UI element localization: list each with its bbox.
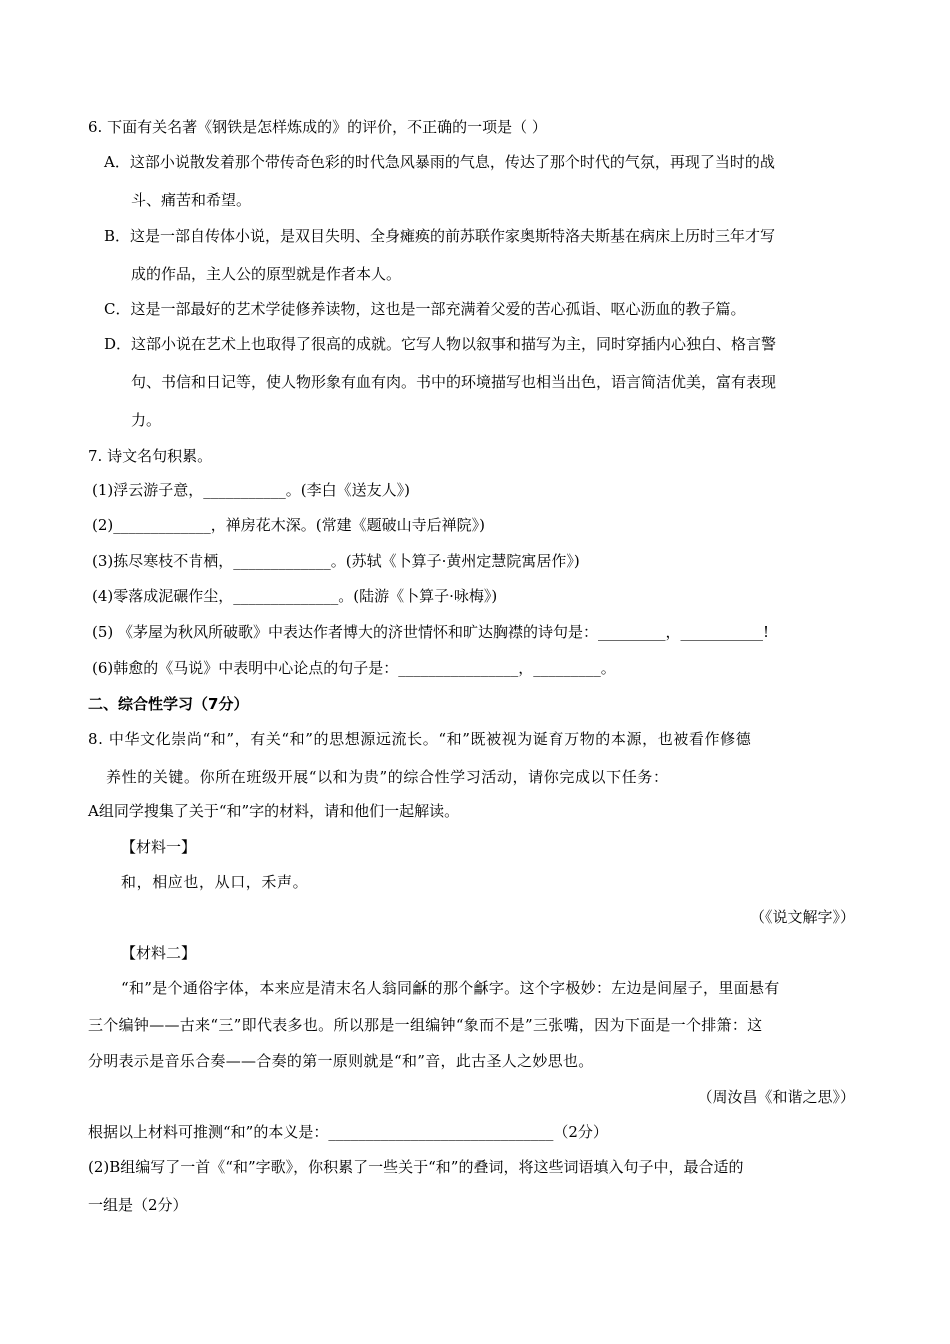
q6-stem: 6. 下面有关名著《钢铁是怎样炼成的》的评价，不正确的一项是（ ）	[88, 118, 547, 136]
q7-item-6: (6)韩愈的《马说》中表明中心论点的句子是：________________，_________。	[92, 659, 616, 677]
q7-item-2: (2)_____________，禅房花木深。(常建《题破山寺后禅院》)	[92, 516, 485, 534]
q7-item-1: (1)浮云游子意，___________。(李白《送友人》)	[92, 481, 410, 499]
q7-item-5: (5) 《茅屋为秋风所破歌》中表达作者博大的济世情怀和旷达胸襟的诗句是：_________，___________!	[92, 623, 770, 641]
material-1-source: （《说文解字》）	[749, 908, 855, 926]
q7-item-3: (3)拣尽寒枝不肯栖，_____________。(苏轼《卜算子·黄州定慧院寓居作》)	[92, 552, 580, 570]
material-2-source: （周汝昌《和谐之思》）	[697, 1088, 855, 1106]
q8-part2-line2: 一组是（2分）	[88, 1196, 188, 1214]
q6-option-a-line1: A．这部小说散发着那个带传奇色彩的时代急风暴雨的气息，传达了那个时代的气氛，再现了当时的战	[104, 153, 775, 171]
q6-option-a-line2: 斗、痛苦和希望。	[131, 191, 252, 209]
q8-part2-line1: (2)B组编写了一首《“和”字歌》，你积累了一些关于“和”的叠词，将这些词语填入句子中，最合适的	[88, 1158, 744, 1176]
material-1-text: 和，相应也，从口，禾声。	[121, 873, 309, 891]
q6-option-c: C．这是一部最好的艺术学徒修养读物，这也是一部充满着父爱的苦心孤诣、呕心沥血的教子篇。	[104, 300, 746, 318]
material-2-line1: “和”是个通俗字体，本来应是清末名人翁同龢的那个龢字。这个字极妙：左边是间屋子，里面悬有	[121, 979, 780, 997]
q7-stem: 7. 诗文名句积累。	[88, 447, 213, 465]
q8-infer: 根据以上材料可推测“和”的本义是：______________________________（2分）	[88, 1123, 608, 1141]
q6-option-b-line2: 成的作品，主人公的原型就是作者本人。	[131, 265, 402, 283]
q6-option-d-line1: D．这部小说在艺术上也取得了很高的成就。它写人物以叙事和描写为主，同时穿插内心独白、格言警	[104, 335, 777, 353]
q6-option-b-line1: B．这是一部自传体小说，是双目失明、全身瘫痪的前苏联作家奥斯特洛夫斯基在病床上历时三年才写	[104, 227, 776, 245]
q8-stem-line2: 养性的关键。你所在班级开展“以和为贵”的综合性学习活动，请你完成以下任务：	[106, 768, 669, 786]
q6-option-d-line3: 力。	[131, 411, 162, 429]
q8-group-a: A组同学搜集了关于“和”字的材料，请和他们一起解读。	[88, 802, 460, 820]
q7-item-4: (4)零落成泥碾作尘，______________。(陆游《卜算子·咏梅》)	[92, 587, 498, 605]
q6-option-d-line2: 句、书信和日记等，使人物形象有血有肉。书中的环境描写也相当出色，语言简洁优美，富有表现	[131, 373, 777, 391]
material-2-line3: 分明表示是音乐合奏——合奏的第一原则就是“和”音，此古圣人之妙思也。	[88, 1052, 594, 1070]
section-2-heading: 二、综合性学习（7分）	[88, 695, 249, 713]
material-2-label: 【材料二】	[121, 944, 197, 962]
material-2-line2: 三个编钟——古来“三”即代表多也。所以那是一组编钟“象而不是”三张嘴，因为下面是一个排箫：这	[88, 1016, 763, 1034]
q8-stem-line1: 8. 中华文化崇尚“和”，有关“和”的思想源远流长。“和”既被视为诞育万物的本源，也被看作修德	[88, 730, 752, 748]
material-1-label: 【材料一】	[121, 838, 197, 856]
